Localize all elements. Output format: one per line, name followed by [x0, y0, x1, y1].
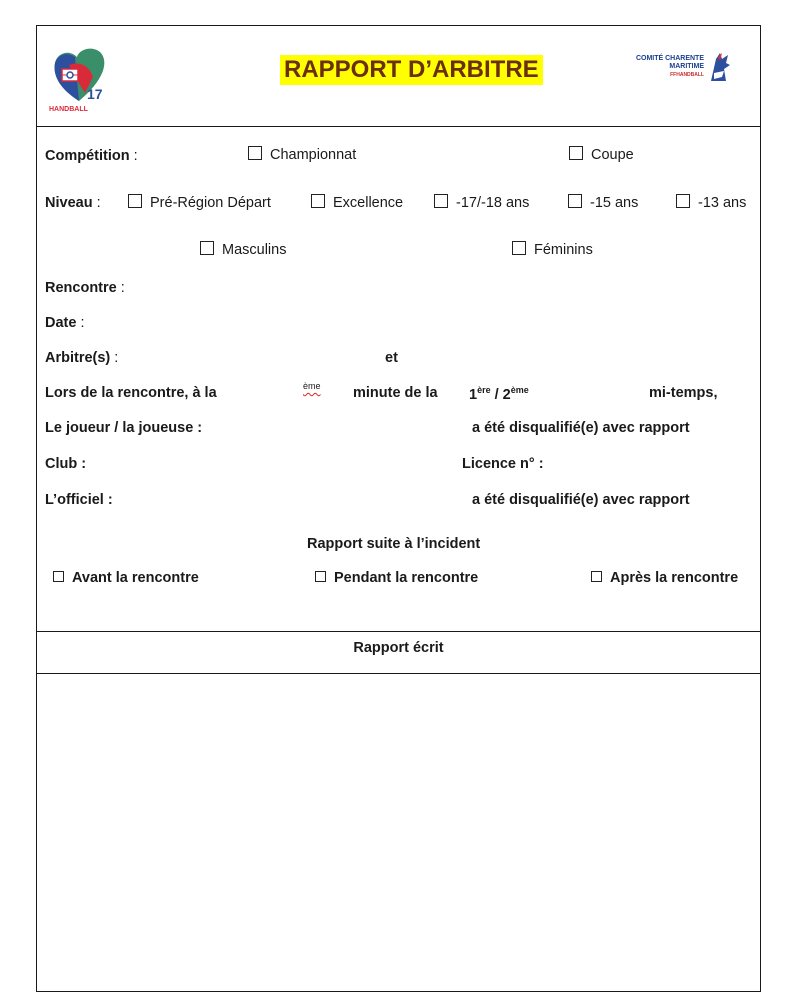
joueur-disqualifie: a été disqualifié(e) avec rapport — [472, 420, 690, 436]
option-pre-region[interactable]: Pré-Région Départ — [128, 194, 271, 211]
excellence-checkbox[interactable] — [311, 194, 325, 208]
option-17-18[interactable]: -17/-18 ans — [434, 194, 529, 211]
u13-checkbox[interactable] — [676, 194, 690, 208]
mitemps-text: mi-temps, — [649, 385, 718, 401]
licence-label: Licence n° : — [462, 456, 544, 472]
competition-row: Compétition : — [45, 148, 138, 164]
pendant-checkbox[interactable] — [315, 571, 326, 582]
joueur-label: Le joueur / la joueuse : — [45, 420, 203, 436]
officiel-label: L’officiel : — [45, 492, 113, 508]
masculins-checkbox[interactable] — [200, 241, 214, 255]
rapport-ecrit-textarea[interactable] — [37, 673, 760, 991]
page-title: RAPPORT D’ARBITRE — [280, 55, 543, 85]
option-pendant[interactable]: Pendant la rencontre — [315, 570, 478, 586]
comite-logo: COMITÉ CHARENTE MARITIME FFHANDBALL — [622, 51, 732, 91]
rapport-ecrit-header — [37, 631, 760, 674]
u17-18-checkbox[interactable] — [434, 194, 448, 208]
lors-text: Lors de la rencontre, à la — [45, 385, 217, 401]
championnat-checkbox[interactable] — [248, 146, 262, 160]
option-apres[interactable]: Après la rencontre — [591, 570, 738, 586]
form-header — [37, 26, 760, 127]
officiel-disqualifie: a été disqualifié(e) avec rapport — [472, 492, 690, 508]
option-feminins[interactable]: Féminins — [512, 241, 593, 258]
ffhb-rooster-icon — [708, 51, 732, 85]
report-form — [36, 25, 761, 992]
option-championnat[interactable]: Championnat — [248, 146, 356, 163]
option-13[interactable]: -13 ans — [676, 194, 746, 211]
incident-title: Rapport suite à l’incident — [307, 536, 481, 552]
arbitres-field: Arbitre(s) : — [45, 350, 119, 366]
feminins-checkbox[interactable] — [512, 241, 526, 255]
club-label: Club : — [45, 456, 87, 472]
option-coupe[interactable]: Coupe — [569, 146, 634, 163]
option-excellence[interactable]: Excellence — [311, 194, 403, 211]
rapport-ecrit-label: Rapport écrit — [353, 640, 444, 656]
u15-checkbox[interactable] — [568, 194, 582, 208]
rencontre-field: Rencontre : — [45, 280, 125, 296]
pre-region-checkbox[interactable] — [128, 194, 142, 208]
apres-checkbox[interactable] — [591, 571, 602, 582]
svg-text:17: 17 — [87, 86, 103, 102]
arbitres-et: et — [385, 350, 398, 366]
mitemps-number: 1ère / 2ème — [469, 385, 529, 403]
option-avant[interactable]: Avant la rencontre — [53, 570, 199, 586]
handball-17-logo — [49, 43, 109, 113]
date-field: Date : — [45, 315, 85, 331]
coupe-checkbox[interactable] — [569, 146, 583, 160]
niveau-label: Niveau : — [45, 195, 101, 211]
minute-text: minute de la — [353, 385, 438, 401]
option-15[interactable]: -15 ans — [568, 194, 638, 211]
svg-text:HANDBALL: HANDBALL — [49, 106, 88, 113]
option-masculins[interactable]: Masculins — [200, 241, 286, 258]
avant-checkbox[interactable] — [53, 571, 64, 582]
eme-superscript: ème — [303, 381, 321, 391]
